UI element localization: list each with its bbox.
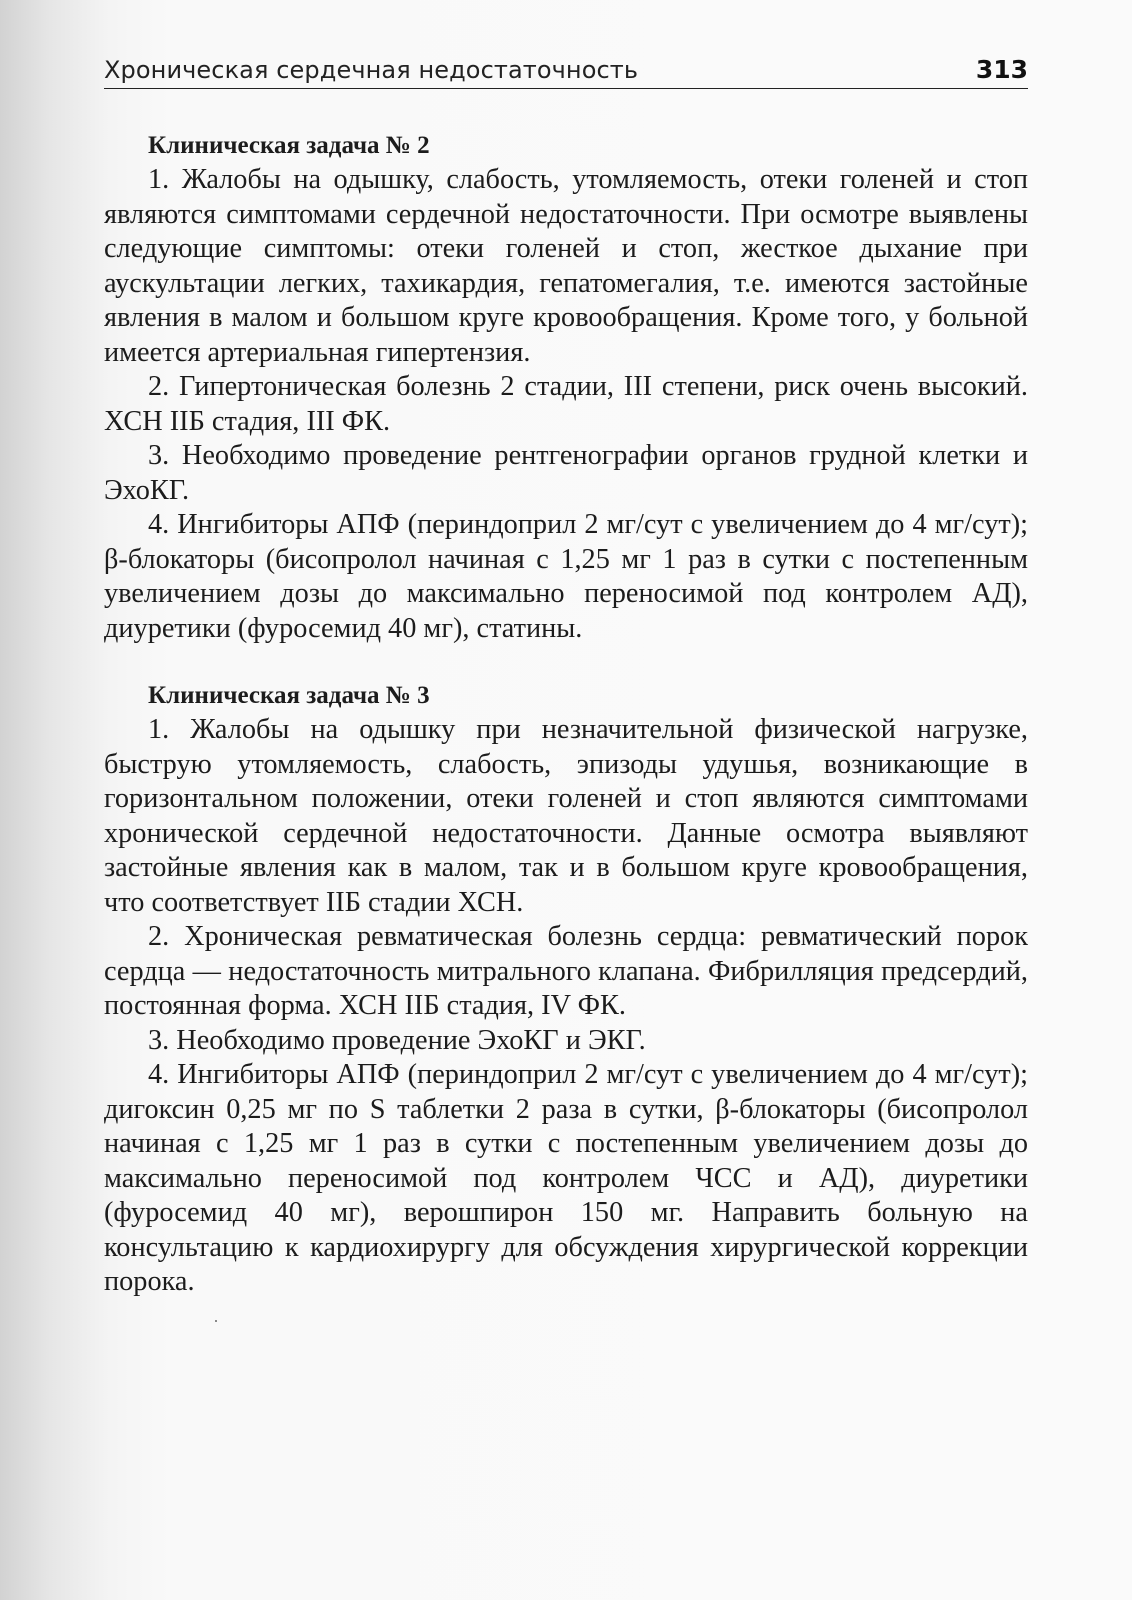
answer-paragraph: 3. Необходимо проведение рентгенографии органов грудной клетки и ЭхоКГ. bbox=[104, 440, 1028, 506]
section-title: Клиническая задача № 3 bbox=[148, 682, 430, 709]
section-title: Клиническая задача № 2 bbox=[148, 132, 430, 159]
answer-paragraph: 1. Жалобы на одышку, слабость, утомляемость, отеки голеней и стоп являются симптомами сердечной недостаточности. При осмотре выявлены следующие симптомы: отеки голеней и стоп, жесткое дыхание при аускультации легких, тахикардия, гепатомегалия, т.е. имеются застойные явления в малом и большом круге кровообращения. Кроме того, у больной имеется артериальная гипертензия. bbox=[104, 164, 1028, 368]
answer-paragraph: 1. Жалобы на одышку при незначительной физической нагрузке, быструю утомляемость, слабость, эпизоды удушья, возникающие в горизонтальном положении, отеки голеней и стоп являются симптомами хронической сердечной недостаточности. Данные осмотра выявляют застойные явления как в малом, так и в большом круге кровообращения, что соответствует IIБ стадии ХСН. bbox=[104, 714, 1028, 918]
answer-paragraph: 2. Гипертоническая болезнь 2 стадии, III степени, риск очень высокий. ХСН IIБ стадия, III ФК. bbox=[104, 371, 1028, 437]
answer-paragraph: 3. Необходимо проведение ЭхоКГ и ЭКГ. bbox=[148, 1024, 646, 1056]
book-page bbox=[104, 48, 1028, 1300]
running-title: Хроническая сердечная недостаточность bbox=[104, 56, 639, 84]
answer-paragraph: 4. Ингибиторы АПФ (периндоприл 2 мг/сут с увеличением до 4 мг/сут); β-блокаторы (бисопролол начиная с 1,25 мг 1 раз в сутки с постепенным увеличением дозы до максимально переносимой под контролем АД), диуретики (фуросемид 40 мг), статины. bbox=[104, 509, 1028, 644]
page-header bbox=[104, 48, 1028, 89]
answer-paragraph: 4. Ингибиторы АПФ (периндоприл 2 мг/сут с увеличением до 4 мг/сут); дигоксин 0,25 мг по S таблетки 2 раза в сутки, β-блокаторы (бисопролол начиная с 1,25 мг 1 раз в сутки с постепенным увеличением дозы до максимально переносимой под контролем ЧСС и АД), диуретики (фуросемид 40 мг), верошпирон 150 мг. Направить больную на консультацию к кардиохирургу для обсуждения хирургической коррекции порока. bbox=[104, 1059, 1028, 1297]
answer-paragraph: 2. Хроническая ревматическая болезнь сердца: ревматический порок сердца — недостаточность митрального клапана. Фибрилляция предсердий, постоянная форма. ХСН IIБ стадия, IV ФК. bbox=[104, 921, 1028, 1021]
clinical-task-3 bbox=[104, 679, 1028, 1300]
page-number: 313 bbox=[975, 55, 1028, 84]
print-speck bbox=[215, 1320, 217, 1322]
clinical-task-2 bbox=[104, 129, 1028, 646]
